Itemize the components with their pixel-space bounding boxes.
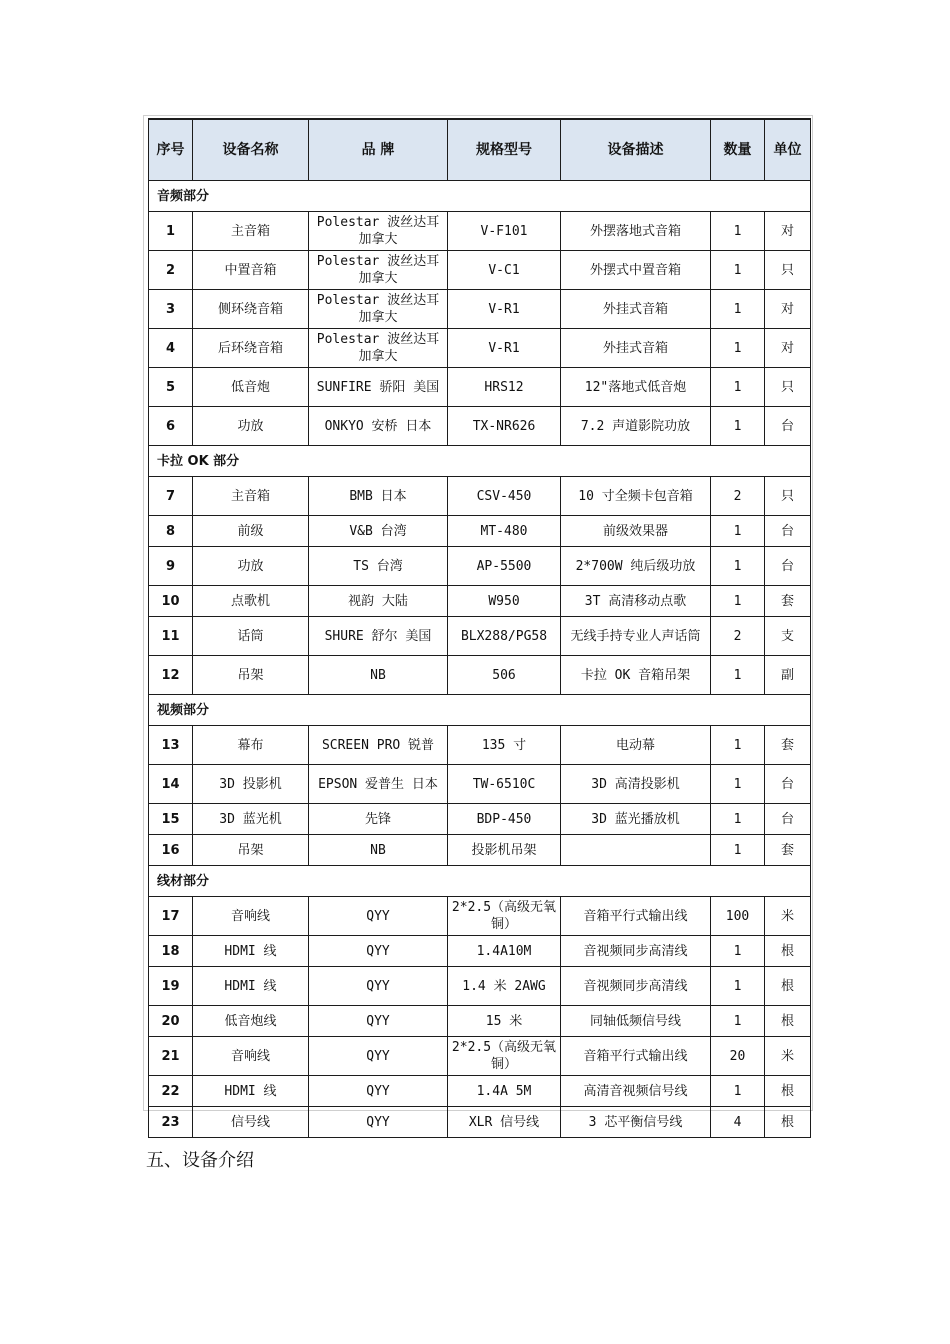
cell-seq: 13	[149, 726, 193, 765]
cell-brand: SUNFIRE 骄阳 美国	[309, 368, 448, 407]
cell-unit: 根	[765, 967, 811, 1006]
cell-description: 外挂式音箱	[561, 329, 711, 368]
cell-description: 音视频同步高清线	[561, 936, 711, 967]
cell-model: MT-480	[448, 516, 561, 547]
cell-device-name: 功放	[193, 547, 309, 586]
cell-seq: 5	[149, 368, 193, 407]
cell-description: 无线手持专业人声话筒	[561, 617, 711, 656]
cell-description: 音箱平行式输出线	[561, 897, 711, 936]
cell-unit: 米	[765, 1037, 811, 1076]
cell-unit: 米	[765, 897, 811, 936]
cell-description	[561, 835, 711, 866]
cell-device-name: 功放	[193, 407, 309, 446]
cell-seq: 7	[149, 477, 193, 516]
cell-model: TW-6510C	[448, 765, 561, 804]
cell-quantity: 1	[711, 804, 765, 835]
table-row	[149, 897, 811, 936]
cell-device-name: 3D 投影机	[193, 765, 309, 804]
cell-quantity: 1	[711, 407, 765, 446]
cell-model: V-F101	[448, 212, 561, 251]
cell-description: 3D 蓝光播放机	[561, 804, 711, 835]
cell-model: 2*2.5（高级无氧铜）	[448, 897, 561, 936]
table-row	[149, 329, 811, 368]
cell-device-name: 吊架	[193, 656, 309, 695]
section-title: 音频部分	[149, 181, 811, 212]
cell-model: TX-NR626	[448, 407, 561, 446]
cell-model: 投影机吊架	[448, 835, 561, 866]
cell-quantity: 1	[711, 586, 765, 617]
table-row	[149, 1107, 811, 1138]
table-row	[149, 1006, 811, 1037]
section-heading: 五、设备介绍	[146, 1150, 254, 1171]
cell-unit: 套	[765, 586, 811, 617]
cell-quantity: 1	[711, 212, 765, 251]
cell-quantity: 20	[711, 1037, 765, 1076]
cell-model: 1.4A 5M	[448, 1076, 561, 1107]
table-row	[149, 290, 811, 329]
cell-device-name: 信号线	[193, 1107, 309, 1138]
cell-unit: 台	[765, 804, 811, 835]
cell-brand: QYY	[309, 1006, 448, 1037]
cell-brand: Polestar 波丝达耳 加拿大	[309, 251, 448, 290]
table-row	[149, 516, 811, 547]
cell-brand: Polestar 波丝达耳 加拿大	[309, 329, 448, 368]
header-model: 规格型号	[448, 119, 561, 181]
cell-model: 2*2.5（高级无氧铜）	[448, 1037, 561, 1076]
table-row	[149, 835, 811, 866]
table-row	[149, 1076, 811, 1107]
cell-brand: V&B 台湾	[309, 516, 448, 547]
cell-model: 1.4A10M	[448, 936, 561, 967]
cell-description: 12"落地式低音炮	[561, 368, 711, 407]
cell-description: 2*700W 纯后级功放	[561, 547, 711, 586]
cell-unit: 台	[765, 765, 811, 804]
cell-brand: QYY	[309, 967, 448, 1006]
cell-unit: 根	[765, 1107, 811, 1138]
table-row	[149, 477, 811, 516]
cell-quantity: 1	[711, 936, 765, 967]
cell-seq: 9	[149, 547, 193, 586]
cell-seq: 10	[149, 586, 193, 617]
table-row	[149, 547, 811, 586]
cell-model: 506	[448, 656, 561, 695]
table-row	[149, 804, 811, 835]
cell-quantity: 1	[711, 835, 765, 866]
table-row	[149, 726, 811, 765]
cell-model: W950	[448, 586, 561, 617]
cell-brand: NB	[309, 835, 448, 866]
cell-model: 135 寸	[448, 726, 561, 765]
cell-model: XLR 信号线	[448, 1107, 561, 1138]
cell-seq: 11	[149, 617, 193, 656]
cell-description: 外摆落地式音箱	[561, 212, 711, 251]
cell-brand: SHURE 舒尔 美国	[309, 617, 448, 656]
cell-quantity: 1	[711, 1076, 765, 1107]
table-row	[149, 765, 811, 804]
cell-quantity: 1	[711, 251, 765, 290]
cell-quantity: 1	[711, 516, 765, 547]
table-row	[149, 656, 811, 695]
cell-quantity: 100	[711, 897, 765, 936]
cell-device-name: 幕布	[193, 726, 309, 765]
cell-model: V-R1	[448, 329, 561, 368]
cell-device-name: HDMI 线	[193, 1076, 309, 1107]
header-description: 设备描述	[561, 119, 711, 181]
cell-device-name: 吊架	[193, 835, 309, 866]
cell-device-name: 后环绕音箱	[193, 329, 309, 368]
cell-description: 3 芯平衡信号线	[561, 1107, 711, 1138]
cell-brand: QYY	[309, 1037, 448, 1076]
cell-device-name: HDMI 线	[193, 967, 309, 1006]
cell-quantity: 1	[711, 1006, 765, 1037]
cell-quantity: 2	[711, 477, 765, 516]
cell-device-name: 中置音箱	[193, 251, 309, 290]
cell-unit: 根	[765, 936, 811, 967]
cell-brand: QYY	[309, 1107, 448, 1138]
header-seq: 序号	[149, 119, 193, 181]
cell-seq: 19	[149, 967, 193, 1006]
cell-seq: 16	[149, 835, 193, 866]
cell-unit: 套	[765, 726, 811, 765]
cell-brand: 视韵 大陆	[309, 586, 448, 617]
cell-description: 3T 高清移动点歌	[561, 586, 711, 617]
cell-model: AP-5500	[448, 547, 561, 586]
table-body	[149, 181, 811, 1138]
cell-model: V-C1	[448, 251, 561, 290]
cell-unit: 副	[765, 656, 811, 695]
cell-quantity: 1	[711, 329, 765, 368]
cell-seq: 3	[149, 290, 193, 329]
cell-seq: 15	[149, 804, 193, 835]
cell-quantity: 1	[711, 656, 765, 695]
table-row	[149, 586, 811, 617]
table-header	[149, 119, 811, 181]
section-title: 卡拉 OK 部分	[149, 446, 811, 477]
cell-seq: 2	[149, 251, 193, 290]
cell-seq: 8	[149, 516, 193, 547]
table-row	[149, 251, 811, 290]
cell-unit: 支	[765, 617, 811, 656]
table-row	[149, 617, 811, 656]
cell-seq: 1	[149, 212, 193, 251]
cell-brand: SCREEN PRO 锐普	[309, 726, 448, 765]
cell-brand: EPSON 爱普生 日本	[309, 765, 448, 804]
cell-description: 同轴低频信号线	[561, 1006, 711, 1037]
section-row	[149, 181, 811, 212]
cell-description: 电动幕	[561, 726, 711, 765]
cell-brand: TS 台湾	[309, 547, 448, 586]
header-unit: 单位	[765, 119, 811, 181]
table-row	[149, 1037, 811, 1076]
cell-brand: 先锋	[309, 804, 448, 835]
cell-unit: 根	[765, 1006, 811, 1037]
cell-model: BLX288/PG58	[448, 617, 561, 656]
cell-quantity: 2	[711, 617, 765, 656]
table-row	[149, 407, 811, 446]
cell-brand: QYY	[309, 897, 448, 936]
cell-seq: 6	[149, 407, 193, 446]
cell-device-name: 音响线	[193, 897, 309, 936]
cell-seq: 20	[149, 1006, 193, 1037]
cell-brand: ONKYO 安桥 日本	[309, 407, 448, 446]
cell-device-name: 3D 蓝光机	[193, 804, 309, 835]
cell-quantity: 1	[711, 967, 765, 1006]
cell-device-name: 侧环绕音箱	[193, 290, 309, 329]
cell-device-name: 主音箱	[193, 477, 309, 516]
cell-brand: QYY	[309, 1076, 448, 1107]
cell-quantity: 1	[711, 290, 765, 329]
cell-unit: 对	[765, 212, 811, 251]
table-row	[149, 967, 811, 1006]
cell-device-name: 点歌机	[193, 586, 309, 617]
cell-unit: 只	[765, 368, 811, 407]
cell-seq: 18	[149, 936, 193, 967]
cell-device-name: 低音炮线	[193, 1006, 309, 1037]
cell-unit: 只	[765, 477, 811, 516]
table-row	[149, 368, 811, 407]
cell-quantity: 1	[711, 726, 765, 765]
cell-description: 卡拉 OK 音箱吊架	[561, 656, 711, 695]
cell-description: 7.2 声道影院功放	[561, 407, 711, 446]
cell-device-name: HDMI 线	[193, 936, 309, 967]
cell-seq: 12	[149, 656, 193, 695]
cell-brand: QYY	[309, 936, 448, 967]
section-row	[149, 446, 811, 477]
cell-device-name: 主音箱	[193, 212, 309, 251]
cell-quantity: 1	[711, 765, 765, 804]
section-row	[149, 695, 811, 726]
cell-model: CSV-450	[448, 477, 561, 516]
cell-device-name: 音响线	[193, 1037, 309, 1076]
cell-brand: NB	[309, 656, 448, 695]
cell-quantity: 1	[711, 547, 765, 586]
cell-unit: 只	[765, 251, 811, 290]
cell-seq: 17	[149, 897, 193, 936]
cell-description: 3D 高清投影机	[561, 765, 711, 804]
equipment-table	[148, 118, 811, 1138]
cell-unit: 根	[765, 1076, 811, 1107]
section-row	[149, 866, 811, 897]
cell-device-name: 低音炮	[193, 368, 309, 407]
cell-seq: 14	[149, 765, 193, 804]
cell-description: 音视频同步高清线	[561, 967, 711, 1006]
cell-model: HRS12	[448, 368, 561, 407]
cell-quantity: 4	[711, 1107, 765, 1138]
cell-model: 1.4 米 2AWG	[448, 967, 561, 1006]
cell-description: 10 寸全频卡包音箱	[561, 477, 711, 516]
cell-unit: 台	[765, 407, 811, 446]
header-quantity: 数量	[711, 119, 765, 181]
cell-model: 15 米	[448, 1006, 561, 1037]
cell-seq: 23	[149, 1107, 193, 1138]
cell-unit: 台	[765, 547, 811, 586]
cell-description: 外挂式音箱	[561, 290, 711, 329]
header-row	[149, 119, 811, 181]
cell-description: 高清音视频信号线	[561, 1076, 711, 1107]
cell-unit: 对	[765, 290, 811, 329]
cell-description: 外摆式中置音箱	[561, 251, 711, 290]
cell-seq: 22	[149, 1076, 193, 1107]
cell-description: 前级效果器	[561, 516, 711, 547]
section-title: 视频部分	[149, 695, 811, 726]
cell-unit: 套	[765, 835, 811, 866]
cell-brand: Polestar 波丝达耳 加拿大	[309, 212, 448, 251]
table-row	[149, 212, 811, 251]
header-brand: 品 牌	[309, 119, 448, 181]
table-row	[149, 936, 811, 967]
cell-device-name: 话筒	[193, 617, 309, 656]
cell-brand: BMB 日本	[309, 477, 448, 516]
cell-description: 音箱平行式输出线	[561, 1037, 711, 1076]
cell-model: BDP-450	[448, 804, 561, 835]
cell-quantity: 1	[711, 368, 765, 407]
cell-device-name: 前级	[193, 516, 309, 547]
cell-unit: 对	[765, 329, 811, 368]
cell-seq: 4	[149, 329, 193, 368]
header-device-name: 设备名称	[193, 119, 309, 181]
cell-brand: Polestar 波丝达耳 加拿大	[309, 290, 448, 329]
cell-unit: 台	[765, 516, 811, 547]
cell-seq: 21	[149, 1037, 193, 1076]
cell-model: V-R1	[448, 290, 561, 329]
section-title: 线材部分	[149, 866, 811, 897]
